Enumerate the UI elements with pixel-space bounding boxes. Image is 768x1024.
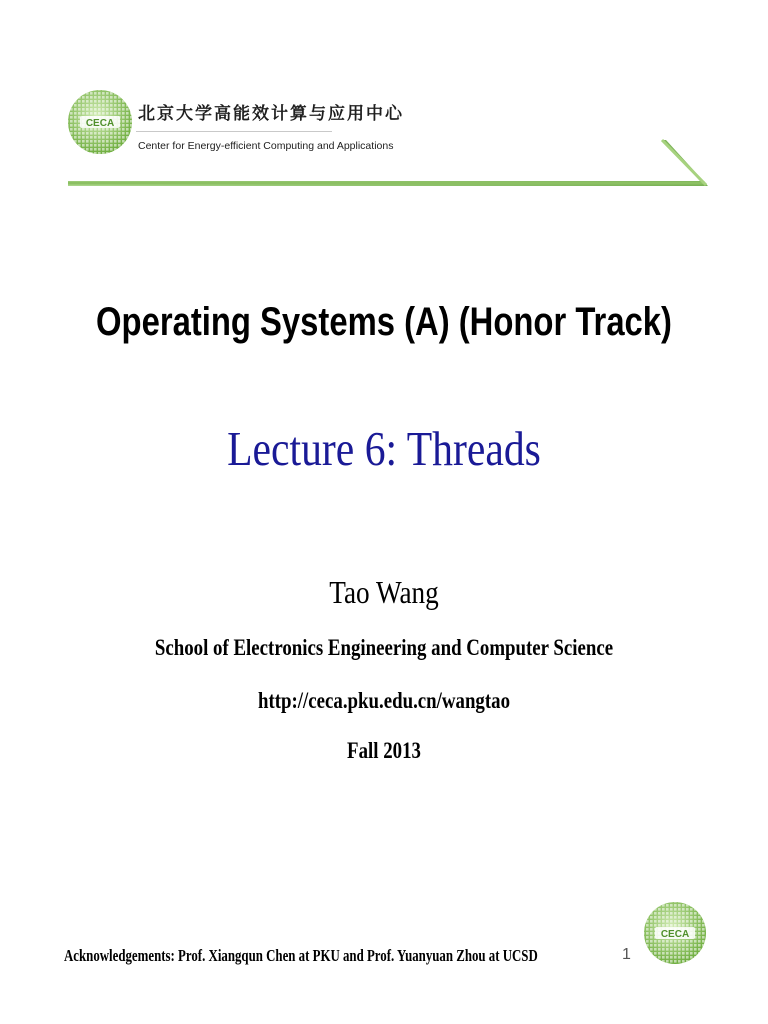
logo-text: CECA	[85, 118, 115, 129]
acknowledgements: Acknowledgements: Prof. Xiangqun Chen at PKU and Prof. Yuanyuan Zhou at UCSD	[64, 946, 538, 965]
author-name: Tao Wang	[329, 574, 439, 610]
header-divider	[136, 131, 332, 132]
footer-logo-text: CECA	[660, 929, 690, 940]
ceca-logo-icon	[66, 88, 134, 156]
author-url: http://ceca.pku.edu.cn/wangtao	[257, 688, 511, 713]
page-number: 1	[622, 946, 631, 963]
course-title: Operating Systems (A) (Honor Track)	[96, 300, 672, 344]
school-name: School of Electronics Engineering and Computer Science	[154, 635, 614, 660]
footer-ceca-logo-icon	[642, 900, 708, 966]
lecture-title: Lecture 6: Threads	[227, 421, 541, 476]
org-name-chinese: 北京大学高能效计算与应用中心	[138, 104, 404, 124]
term: Fall 2013	[347, 738, 421, 763]
org-name-english: Center for Energy-efficient Computing and Applications	[138, 140, 394, 152]
